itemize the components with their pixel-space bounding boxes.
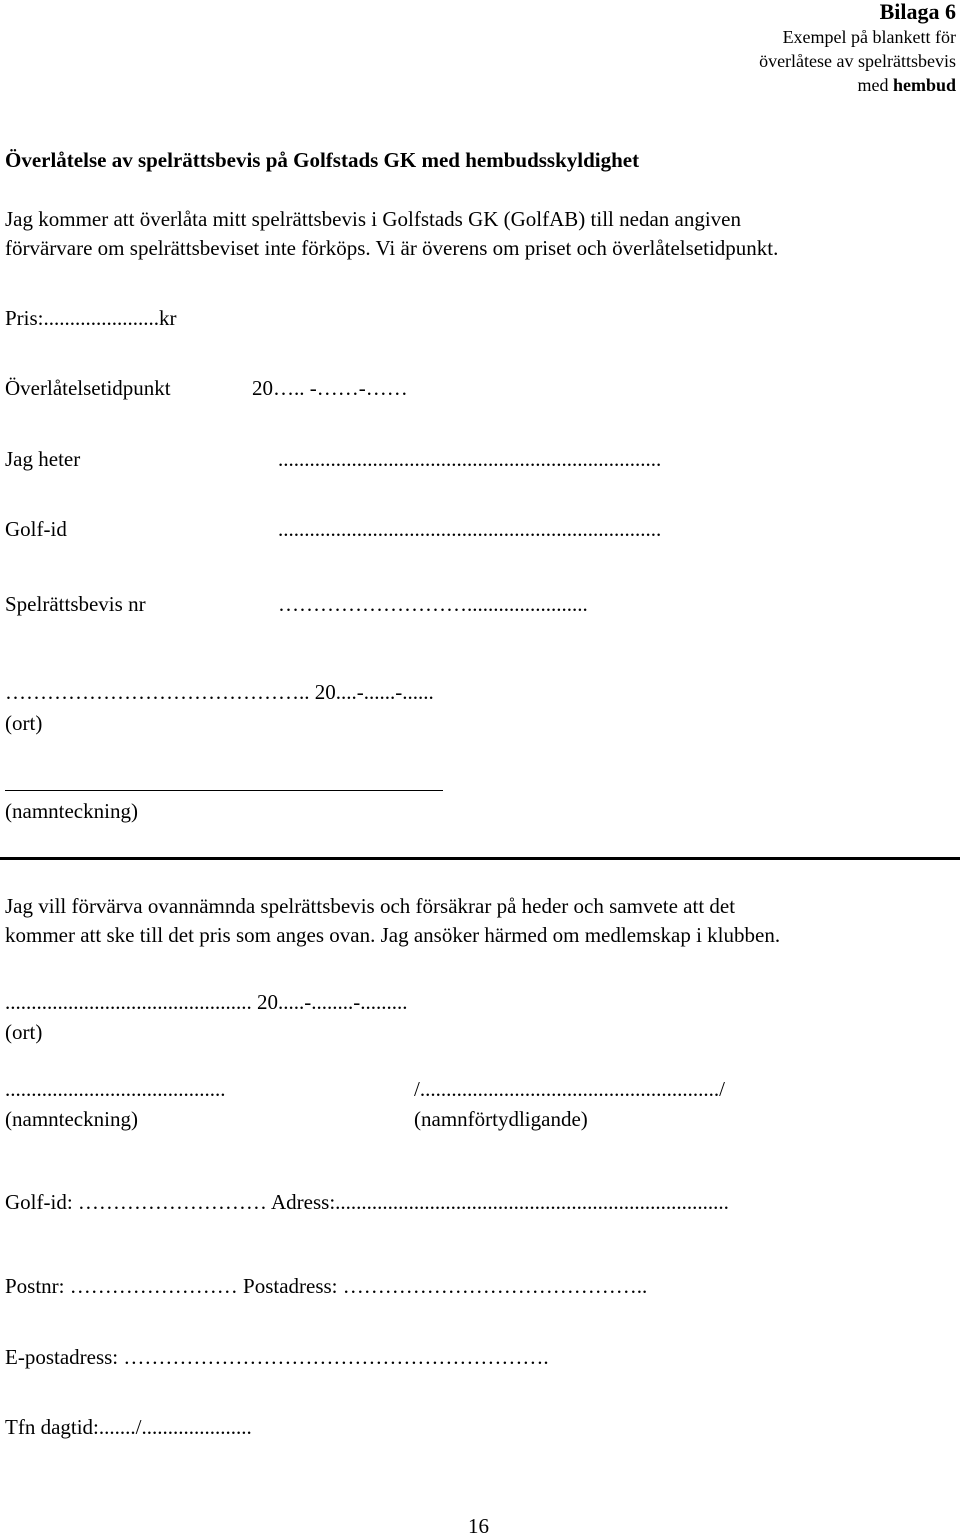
seller-golfid-field[interactable]: ......................................................................... (278, 517, 662, 541)
seller-signature-label: (namnteckning) (5, 799, 138, 823)
buyer-golfid-label: Golf-id: (5, 1190, 73, 1214)
buyer-phone-label: Tfn dagtid: (5, 1415, 99, 1439)
header-line-3-bold: hembud (892, 75, 956, 95)
seller-name-label: Jag heter (5, 447, 81, 471)
intro-line-2: förvärvare om spelrättsbeviset inte förköps. Vi är överens om priset och överlåtelsetidpunkt. (5, 236, 779, 260)
buyer-name-clarification-field[interactable]: /........................................................./ (414, 1077, 725, 1101)
price-field[interactable]: ...................... (43, 306, 160, 330)
buyer-postnr-label: Postnr: (5, 1274, 65, 1298)
seller-name-field[interactable]: ......................................................................... (278, 447, 662, 471)
buyer-place-date-field[interactable]: ............................................... 20.....-........-......... (5, 990, 408, 1014)
intro-line-1: Jag kommer att överlåta mitt spelrättsbevis i Golfstads GK (GolfAB) till nedan angiven (5, 207, 742, 231)
buyer-place-label: (ort) (5, 1020, 43, 1044)
buyer-postaddress-label: Postadress: (243, 1274, 338, 1298)
header-line-3-prefix: med (857, 75, 893, 95)
buyer-golfid-row (5, 1190, 729, 1215)
transfer-date-label: Överlåtelsetidpunkt (5, 376, 171, 400)
buyer-name-clarification-label: (namnförtydligande) (414, 1107, 588, 1131)
buyer-email-label: E-postadress: (5, 1345, 119, 1369)
buyer-postaddress-field[interactable]: …………………………………….. (342, 1274, 648, 1298)
buyer-address-field[interactable]: ........................................................................... (335, 1190, 729, 1214)
card-number-field[interactable]: ………………………....................... (278, 592, 588, 616)
buyer-statement-line-1: Jag vill förvärva ovannämnda spelrättsbevis och försäkrar på heder och samvete att det (5, 894, 736, 918)
seller-place-label: (ort) (5, 711, 43, 735)
attachment-number: Bilaga 6 (879, 0, 956, 24)
buyer-signature-label: (namnteckning) (5, 1107, 138, 1131)
card-number-label: Spelrättsbevis nr (5, 592, 146, 616)
price-label: Pris: (5, 306, 44, 330)
buyer-phone-field[interactable]: ......./..................... (98, 1415, 252, 1439)
header-line-1: Exempel på blankett för (782, 27, 956, 47)
page-title: Överlåtelse av spelrättsbevis på Golfstads GK med hembudsskyldighet (5, 148, 640, 172)
seller-place-date-field[interactable]: …………………………………….. 20....-......-...... (5, 680, 434, 704)
buyer-postnr-field[interactable]: …………………… (69, 1274, 238, 1298)
buyer-statement-line-2: kommer att ske till det pris som anges ovan. Jag ansöker härmed om medlemskap i klubben. (5, 923, 781, 947)
page-number: 16 (468, 1514, 489, 1538)
buyer-golfid-field[interactable]: ……………………… (77, 1190, 267, 1214)
seller-golfid-label: Golf-id (5, 517, 67, 541)
buyer-signature-field[interactable]: .......................................... (5, 1077, 226, 1101)
buyer-phone-row (5, 1415, 252, 1440)
section-divider (0, 857, 960, 860)
header-line-3 (857, 73, 956, 97)
transfer-date-field[interactable]: 20….. -……-…… (252, 376, 408, 400)
buyer-address-label: Adress: (271, 1190, 336, 1214)
buyer-email-field[interactable]: ……………………………………………………. (123, 1345, 549, 1369)
header-line-2: överlåtese av spelrättsbevis (759, 51, 956, 71)
buyer-email-row (5, 1345, 549, 1370)
price-unit: kr (159, 306, 177, 330)
price-row (5, 306, 177, 331)
buyer-postal-row (5, 1274, 647, 1299)
seller-signature-line[interactable] (5, 790, 443, 791)
